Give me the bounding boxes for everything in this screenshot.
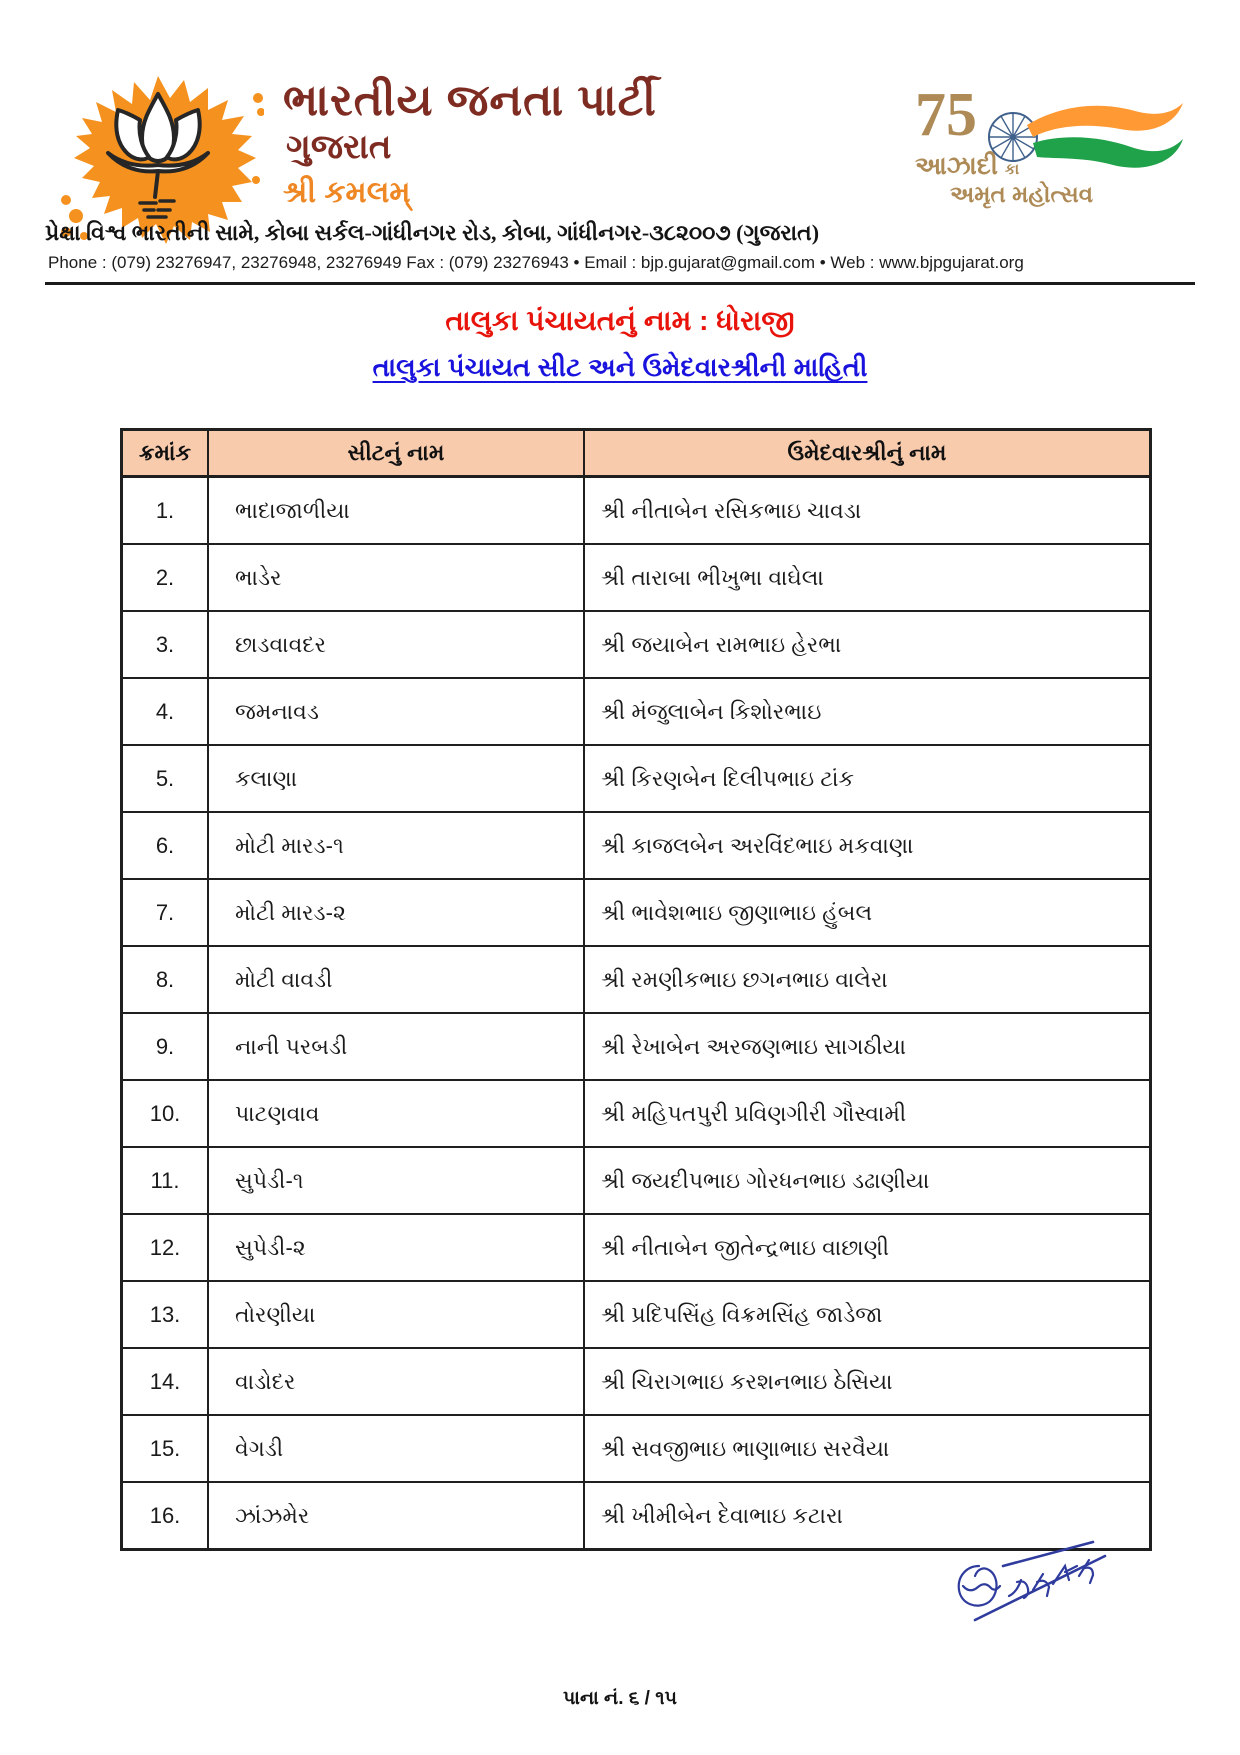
table-row: [122, 1281, 1151, 1348]
amrut-ka-text: કા: [1004, 161, 1020, 178]
table-row: [122, 745, 1151, 812]
amrut-azadi-text: આઝાદી: [915, 152, 998, 180]
row-serial-cell: 2.: [122, 544, 209, 611]
row-serial-cell: 4.: [122, 678, 209, 745]
row-serial-cell: 16.: [122, 1482, 209, 1550]
seat-name-cell: મોટી વાવડી: [208, 946, 584, 1013]
table-row: [122, 1147, 1151, 1214]
seat-name-cell: છાડવાવદર: [208, 611, 584, 678]
flag-green-band: [1033, 137, 1183, 168]
seat-name-cell: વેગડી: [208, 1415, 584, 1482]
table-row: [122, 879, 1151, 946]
candidate-name-cell: શ્રી નીતાબેન રસિકભાઇ ચાવડા: [584, 477, 1151, 545]
row-serial-cell: 5.: [122, 745, 209, 812]
candidate-name-cell: શ્રી તારાબા ભીખુભા વાઘેલા: [584, 544, 1151, 611]
row-serial-cell: 14.: [122, 1348, 209, 1415]
table-row: [122, 1415, 1151, 1482]
table-row: [122, 946, 1151, 1013]
amrut-mahotsav-75: 75: [915, 81, 977, 149]
row-serial-cell: 9.: [122, 1013, 209, 1080]
row-serial-cell: 12.: [122, 1214, 209, 1281]
header-candidate-name: ઉમેદવારશ્રીનું નામ: [584, 430, 1151, 477]
row-serial-cell: 10.: [122, 1080, 209, 1147]
candidate-name-cell: શ્રી ચિરાગભાઇ કરશનભાઇ ઠેસિયા: [584, 1348, 1151, 1415]
header-serial: ક્રમાંક: [122, 430, 209, 477]
table-row: [122, 1214, 1151, 1281]
amrut-mahotsav-line2: અમૃત મહોત્સવ: [950, 181, 1094, 207]
office-name: શ્રી કમલમ્: [283, 176, 411, 209]
seat-name-cell: સુપેડી-૧: [208, 1147, 584, 1214]
row-serial-cell: 8.: [122, 946, 209, 1013]
seat-name-cell: કલાણા: [208, 745, 584, 812]
seat-name-cell: પાટણવાવ: [208, 1080, 584, 1147]
candidate-name-cell: શ્રી મહિપતપુરી પ્રવિણગીરી ગૌસ્વામી: [584, 1080, 1151, 1147]
row-serial-cell: 3.: [122, 611, 209, 678]
taluka-name-title: તાલુકા પંચાયતનું નામ : ધોરાજી: [445, 305, 795, 336]
seat-name-cell: તોરણીયા: [208, 1281, 584, 1348]
seat-info-subtitle: તાલુકા પંચાયત સીટ અને ઉમેદવારશ્રીની માહિતી: [372, 352, 868, 382]
flag-saffron-band: [1027, 103, 1183, 137]
seat-name-cell: ઝાંઝમેર: [208, 1482, 584, 1550]
candidate-name-cell: શ્રી જયદીપભાઇ ગોરધનભાઇ ડઢાણીયા: [584, 1147, 1151, 1214]
candidate-name-cell: શ્રી રેખાબેન અરજણભાઇ સાગઠીયા: [584, 1013, 1151, 1080]
seat-name-cell: મોટી મારડ-૧: [208, 812, 584, 879]
table-row: [122, 477, 1151, 545]
row-serial-cell: 13.: [122, 1281, 209, 1348]
seat-name-cell: જમનાવડ: [208, 678, 584, 745]
seat-name-cell: ભાદાજાળીયા: [208, 477, 584, 545]
candidate-name-cell: શ્રી ભાવેશભાઇ જીણાભાઇ હુંબલ: [584, 879, 1151, 946]
header-divider: [45, 282, 1195, 285]
seat-name-cell: સુપેડી-૨: [208, 1214, 584, 1281]
contact-info: Phone : (079) 23276947, 23276948, 23276949 Fax : (079) 23276943 • Email : bjp.gujarat@gmail.com • Web : www.bjpgujarat.org: [48, 253, 1024, 272]
amrut-mahotsav-line1: [915, 152, 1019, 181]
table-row: [122, 1348, 1151, 1415]
seat-name-cell: મોટી મારડ-૨: [208, 879, 584, 946]
candidate-name-cell: શ્રી કાજલબેન અરવિંદભાઇ મકવાણા: [584, 812, 1151, 879]
candidate-name-cell: શ્રી નીતાબેન જીતેન્દ્રભાઇ વાછાણી: [584, 1214, 1151, 1281]
table-header-row: [122, 430, 1151, 477]
row-serial-cell: 11.: [122, 1147, 209, 1214]
state-name: ગુજરાત: [286, 128, 392, 166]
row-serial-cell: 6.: [122, 812, 209, 879]
row-serial-cell: 7.: [122, 879, 209, 946]
candidate-name-cell: શ્રી રમણીકભાઇ છગનભાઇ વાલેરા: [584, 946, 1151, 1013]
candidate-name-cell: શ્રી પ્રદિપસિંહ વિક્રમસિંહ જાડેજા: [584, 1281, 1151, 1348]
table-row: [122, 544, 1151, 611]
candidate-name-cell: શ્રી મંજુલાબેન કિશોરભાઇ: [584, 678, 1151, 745]
table-row: [122, 1013, 1151, 1080]
page-number: પાના નં. ૬ / ૧૫: [562, 1688, 678, 1709]
signature-scribble: [945, 1532, 1130, 1637]
office-address: પ્રેક્ષા વિશ્વ ભારતીની સામે, કોબા સર્કલ-ગાંધીનગર રોડ, કોબા, ગાંધીનગર-૩૮૨૦૦૭ (ગુજરાત): [45, 220, 820, 245]
table-row: [122, 678, 1151, 745]
table-row: [122, 611, 1151, 678]
seat-name-cell: વાડોદર: [208, 1348, 584, 1415]
candidate-name-cell: શ્રી કિરણબેન દિલીપભાઇ ટાંક: [584, 745, 1151, 812]
seat-name-cell: નાની પરબડી: [208, 1013, 584, 1080]
party-name: ભારતીય જનતા પાર્ટી: [283, 76, 657, 125]
candidate-name-cell: શ્રી ખીમીબેન દેવાભાઇ કટારા: [584, 1482, 1151, 1550]
table-row: [122, 812, 1151, 879]
row-serial-cell: 15.: [122, 1415, 209, 1482]
table-row: [122, 1080, 1151, 1147]
seat-name-cell: ભાડેર: [208, 544, 584, 611]
row-serial-cell: 1.: [122, 477, 209, 545]
candidate-name-cell: શ્રી જયાબેન રામભાઇ હેરભા: [584, 611, 1151, 678]
table-body: [122, 477, 1151, 1550]
candidate-name-cell: શ્રી સવજીભાઇ ભાણાભાઇ સરવૈયા: [584, 1415, 1151, 1482]
candidates-table: [120, 428, 1152, 1551]
header-seat-name: સીટનું નામ: [208, 430, 584, 477]
